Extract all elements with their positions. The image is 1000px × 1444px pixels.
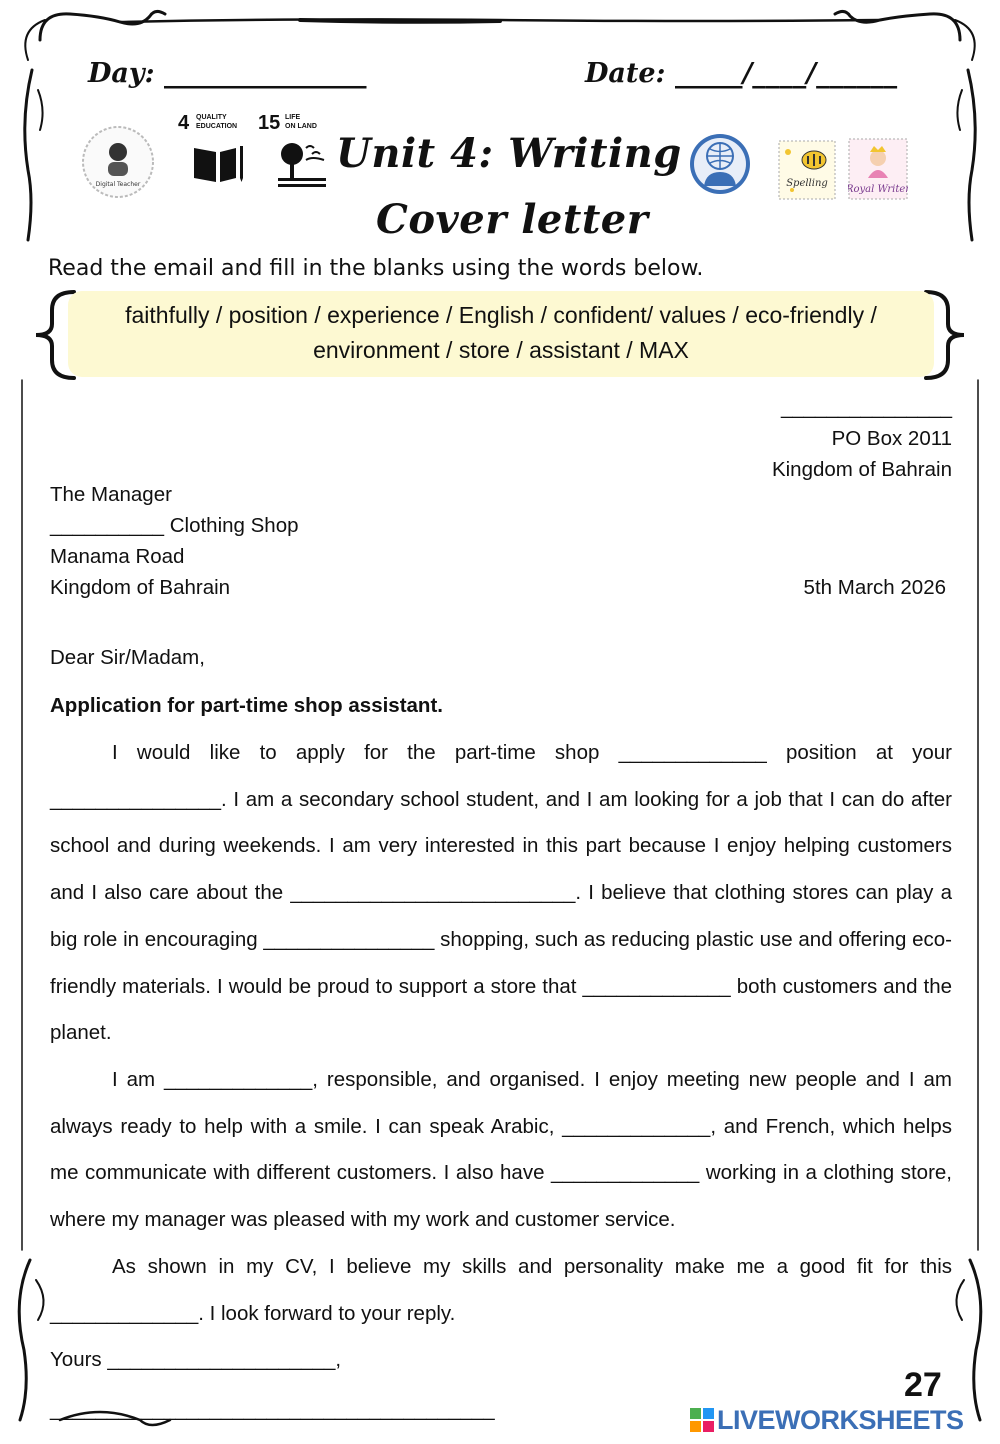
teacher-logo-text: Digital Teacher	[95, 181, 141, 188]
royal-writer-label: Royal Writer	[848, 184, 908, 195]
tree-icon	[276, 140, 330, 188]
page-number: 27	[904, 1366, 942, 1404]
signature-blank[interactable]: _______________________________________	[50, 1398, 495, 1421]
sdg4-number: 4	[178, 112, 190, 134]
royal-writer-sticker	[848, 138, 908, 200]
sdg15-label-2: ON LAND	[285, 123, 317, 130]
recipient-address-line-1: The Manager	[50, 483, 172, 506]
page-subtitle: Cover letter	[376, 196, 649, 243]
body-paragraph-2[interactable]: I am _____________, responsible, and organised. I enjoy meeting new people and I am always ready to help with a smile. I can speak Arabic, _____________, and French, which helps me communicate with different customers. I also have _____________ working in a clothing store, where my manager was pleased with my work and customer service.	[50, 1068, 952, 1232]
date-field	[585, 58, 897, 89]
liveworksheets-logo	[690, 1404, 964, 1436]
instruction-text: Read the email and fill in the blanks using the words below.	[48, 256, 704, 281]
word-bank	[68, 291, 934, 377]
recipient-address	[50, 479, 299, 603]
spelling-label: Spelling	[786, 178, 828, 189]
salutation: Dear Sir/Madam,	[50, 646, 205, 669]
sdg15-badge	[258, 112, 330, 190]
recipient-address-line-4: Kingdom of Bahrain	[50, 576, 231, 599]
day-field	[88, 58, 366, 89]
page-title: Unit 4: Writing	[336, 130, 682, 177]
date-blank[interactable]: _____/____/______	[674, 58, 898, 89]
sdg4-label-2: EDUCATION	[196, 123, 238, 130]
letter-subject: Application for part-time shop assistant.	[50, 694, 443, 717]
body-paragraph-3[interactable]: As shown in my CV, I believe my skills and personality make me a good fit for this _____________. I look forward to your reply.	[50, 1255, 952, 1325]
sdg4-badge	[176, 112, 246, 186]
sender-address-line-1: PO Box 2011	[831, 427, 952, 450]
word-bank-line-2: environment / store / assistant / MAX	[313, 337, 689, 363]
sender-address-blank[interactable]: _______________	[780, 396, 952, 419]
recipient-address-line-3: Manama Road	[50, 545, 185, 568]
closing-line[interactable]: Yours ____________________,	[50, 1348, 342, 1371]
global-citizen-icon	[688, 132, 752, 196]
spelling-sticker	[778, 140, 836, 200]
recipient-address-line-2[interactable]: __________ Clothing Shop	[50, 514, 299, 537]
body-paragraph-1[interactable]: I would like to apply for the part-time shop _____________ position at your _______________. I am a secondary school student, and I am looking for a job that I can do after school and during weekends. I am very interested in this part because I enjoy helping customers and I also care about the _________________________. I believe that clothing stores can play a big role in encouraging _______________ shopping, such as reducing plastic use and offering eco-friendly materials. I would be proud to support a store that _____________ both customers and the planet.	[50, 741, 952, 1045]
word-bank-line-1: faithfully / position / experience / English / confident/ values / eco-friendly /	[125, 302, 877, 328]
sdg15-number: 15	[258, 112, 281, 134]
sdg4-label-1: QUALITY	[196, 114, 227, 121]
sdg15-label-1: LIFE	[285, 114, 301, 121]
day-blank[interactable]: _______________	[163, 58, 367, 89]
watermark-text: LIVEWORKSHEETS	[717, 1404, 964, 1435]
letter-date: 5th March 2026	[803, 576, 946, 599]
sender-address-line-2: Kingdom of Bahrain	[771, 458, 952, 481]
day-label: Day:	[88, 58, 155, 89]
date-label: Date:	[585, 58, 666, 89]
teacher-logo	[80, 124, 156, 200]
liveworksheets-icon	[690, 1408, 714, 1432]
sender-address	[772, 392, 952, 485]
book-icon	[190, 144, 246, 184]
